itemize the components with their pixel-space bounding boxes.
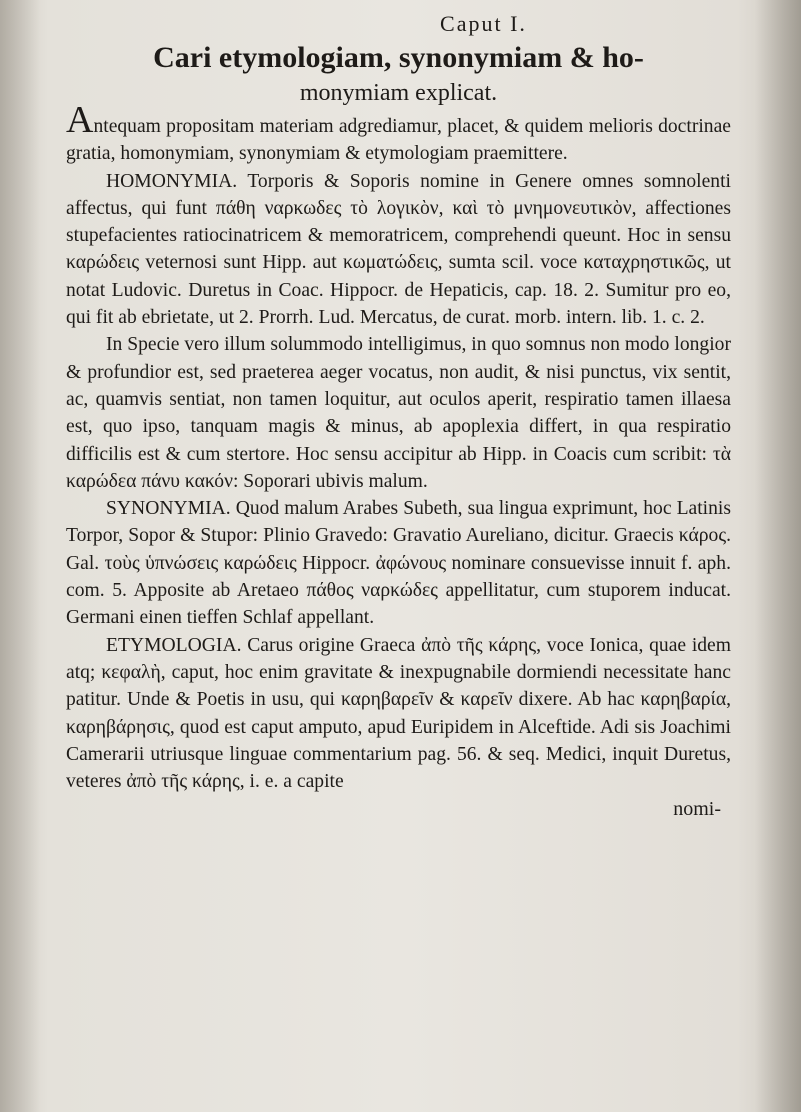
chapter-title: Cari etymologiam, synonymiam & ho-	[153, 41, 644, 74]
paragraph-homonymia: HOMONYMIA. Torporis & Soporis nomine in Genere omnes somnolenti affectus, qui funt πάθη ναρκωδες τὸ λογικὸν, καὶ τὸ μνημονευτικὸν, affectiones stupefacientes ratiocinatricem & memoratricem, comprehendi queunt. Hoc in sensu καρώδεις veternosi sunt Hipp. aut κωματώδεις, sumta scil. voce καταχρηστικῶς, ut notat Ludovic. Duretus in Coac. Hippocr. de Hepaticis, cap. 18. 2. Sumitur pro eo, qui fit ab ebrietate, ut 2. Prorrh. Lud. Mercatus, de curat. morb. intern. lib. 1. c. 2.	[66, 170, 731, 329]
page-shadow-left	[0, 0, 40, 1112]
page-shadow-right	[755, 0, 801, 1112]
catchword: nomi-	[673, 798, 721, 821]
paragraph-in-specie: In Specie vero illum solummodo intelligimus, in quo somnus non modo longior & profundior est, sed praeterea aeger vocatus, non audit, & nisi punctus, vix sentit, ac, quamvis sentiat, non tamen loquitur, aut oculos aperit, respiratio tamen illaesa est, quo ipso, tanquam magis & minus, ab apoplexia differt, in qua respiratio difficilis est & cum stertore. Hoc sensu accipitur ab Hipp. in Coacis cum scribit: τὰ καρώδεα πάνυ κακόν: Soporari ubivis malum.	[66, 334, 731, 492]
page-body	[66, 99, 731, 795]
paragraph-intro	[66, 99, 731, 168]
paragraph-etymologia: ETYMOLOGIA. Carus origine Graeca ἀπὸ τῆς κάρης, voce Ionica, quae idem atq; κεφαλὴ, caput, hoc enim gravitate & inexpugnabile dormiendi necessitate hanc patitur. Unde & Poetis in usu, qui καρηβαρεῖν & καρεῖν dixere. Ab hac καρηβαρία, καρηβάρησις, quod est caput amputo, apud Euripidem in Alceftide. Adi sis Joachimi Camerarii utriusque linguae commentarium pag. 56. & seq. Medici, inquit Duretus, veteres ἀπὸ τῆς κάρης, i. e. a capite	[66, 634, 731, 793]
drop-cap: A	[66, 99, 94, 141]
paragraph-synonymia: SYNONYMIA. Quod malum Arabes Subeth, sua lingua exprimunt, hoc Latinis Torpor, Sopor & Stupor: Plinio Gravedo: Gravatio Aureliano, dicitur. Graecis κάρος. Gal. τοὺς ὑπνώσεις καρώδεις Hippocr. ἀφώνους nominare consuevisse innuit f. aph. com. 5. Apposite ab Aretaeo πάθος ναρκώδες appellitatur, cum stuporem inducat. Germani einen tieffen Schlaf appellant.	[66, 498, 731, 629]
running-head: Caput I.	[440, 11, 527, 36]
paragraph-intro-text: ntequam propositam materiam adgrediamur, placet, & quidem melioris doctrinae gratia, homonymiam, synonymiam & etymologiam praemittere.	[66, 116, 731, 165]
chapter-subtitle: monymiam explicat.	[299, 80, 498, 106]
